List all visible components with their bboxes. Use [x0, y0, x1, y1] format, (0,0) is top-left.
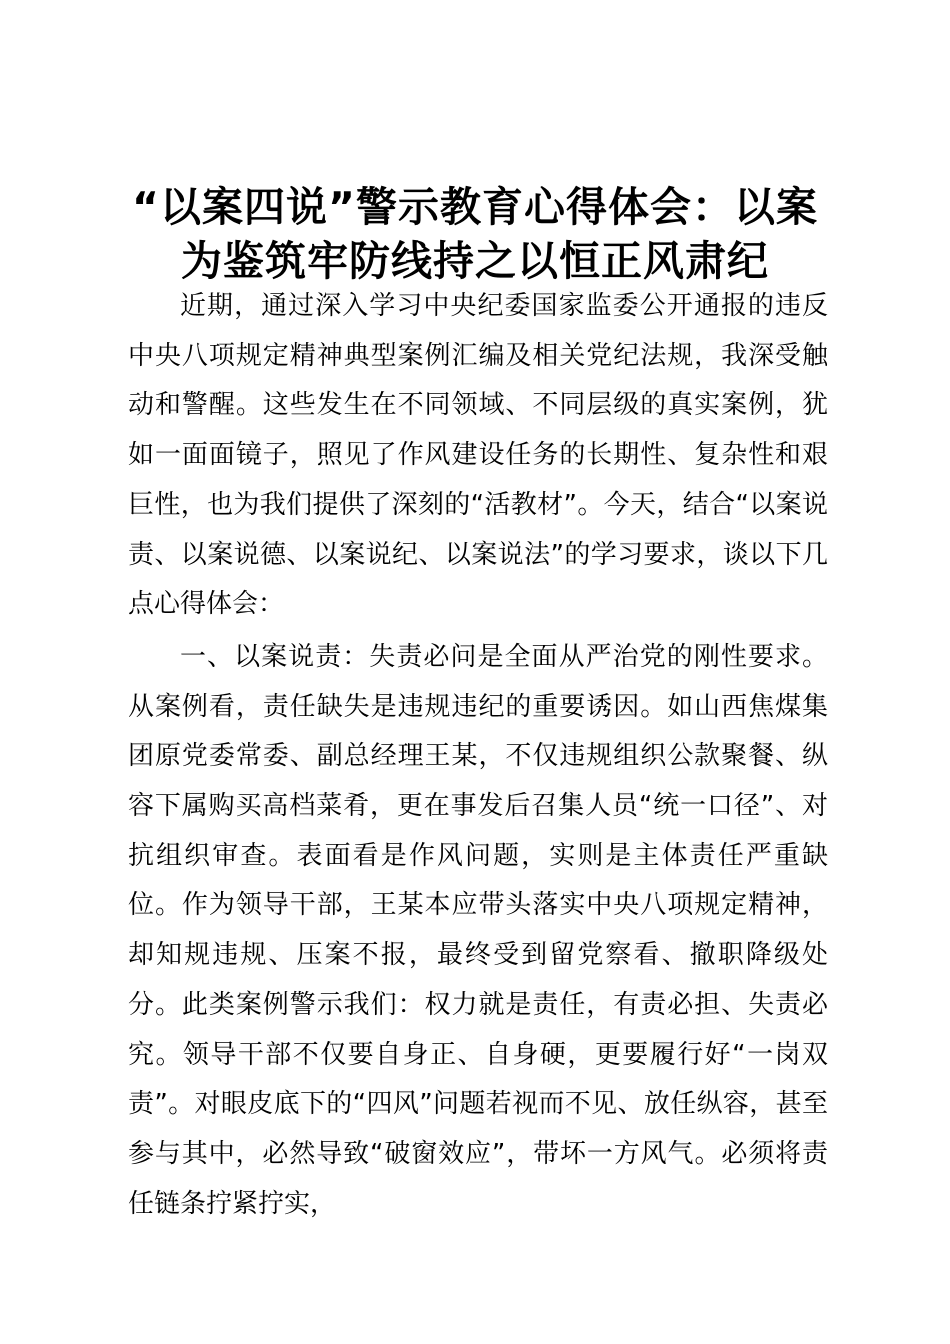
intro-paragraph: 近期，通过深入学习中央纪委国家监委公开通报的违反中央八项规定精神典型案例汇编及相关党纪法规，我深受触动和警醒。这些发生在不同领域、不同层级的真实案例，犹如一面面镜子，照见了作风建设任务的长期性、复杂性和艰巨性，也为我们提供了深刻的“活教材”。今天，结合“以案说责、以案说德、以案说纪、以案说法”的学习要求，谈以下几点心得体会： — [128, 291, 828, 620]
section-one-paragraph: 一、以案说责：失责必问是全面从严治党的刚性要求。从案例看，责任缺失是违规违纪的重要诱因。如山西焦煤集团原党委常委、副总经理王某，不仅违规组织公款聚餐、纵容下属购买高档菜肴，更在事发后召集人员“统一口径”、对抗组织审查。表面看是作风问题，实则是主体责任严重缺位。作为领导干部，王某本应带头落实中央八项规定精神，却知规违规、压案不报，最终受到留党察看、撤职降级处分。此类案例警示我们：权力就是责任，有责必担、失责必究。领导干部不仅要自身正、自身硬，更要履行好“一岗双责”。对眼皮底下的“四风”问题若视而不见、放任纵容，甚至参与其中，必然导致“破窗效应”，带坏一方风气。必须将责任链条拧紧拧实， — [128, 641, 828, 1219]
document-title — [110, 180, 840, 288]
title-line-1: “以案四说”警示教育心得体会：以案 — [132, 183, 818, 231]
title-line-2: 为鉴筑牢防线持之以恒正风肃纪 — [181, 237, 769, 285]
document-body — [128, 282, 828, 1229]
